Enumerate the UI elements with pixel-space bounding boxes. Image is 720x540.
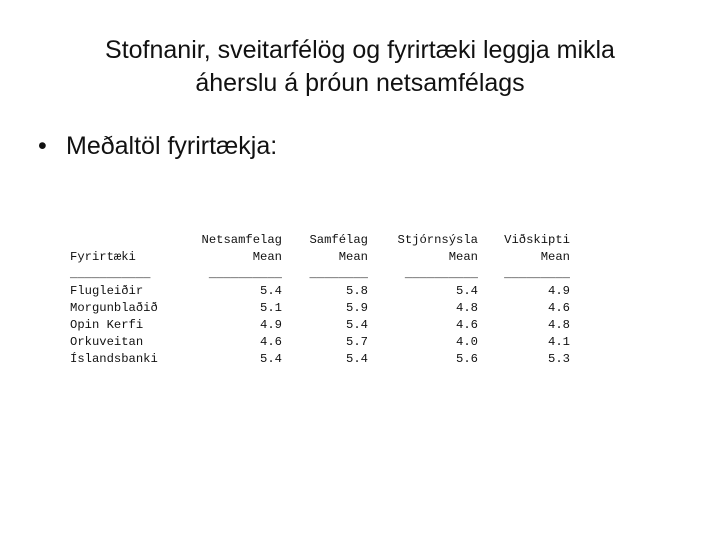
header-cell: Fyrirtæki bbox=[70, 250, 136, 264]
bullet-item bbox=[38, 130, 277, 162]
separator-cell: ___________ bbox=[70, 267, 151, 281]
header-cell: Stjórnsýsla bbox=[397, 233, 478, 247]
value-cell: 5.4 bbox=[260, 284, 282, 298]
value-cell: 5.4 bbox=[346, 352, 368, 366]
header-cell: Mean bbox=[540, 250, 570, 264]
header-cell: Mean bbox=[448, 250, 478, 264]
header-cell: Mean bbox=[252, 250, 282, 264]
value-cell: 4.6 bbox=[456, 318, 478, 332]
value-cell: 4.8 bbox=[456, 301, 478, 315]
value-cell: 4.1 bbox=[548, 335, 570, 349]
table-header-row-bottom bbox=[70, 249, 570, 266]
company-name-cell: Íslandsbanki bbox=[70, 352, 158, 366]
value-cell: 4.0 bbox=[456, 335, 478, 349]
value-cell: 5.4 bbox=[456, 284, 478, 298]
header-cell: Samfélag bbox=[309, 233, 368, 247]
value-cell: 4.9 bbox=[548, 284, 570, 298]
header-cell: Viðskipti bbox=[504, 233, 570, 247]
value-cell: 4.6 bbox=[548, 301, 570, 315]
table-header-row-top bbox=[70, 232, 570, 249]
separator-cell: ________ bbox=[309, 267, 368, 281]
header-cell bbox=[70, 232, 178, 249]
value-cell: 4.6 bbox=[260, 335, 282, 349]
bullet-icon: • bbox=[38, 132, 47, 160]
title-line-1: Stofnanir, sveitarfélög og fyrirtæki leggja mikla bbox=[105, 36, 615, 64]
bullet-text: Meðaltöl fyrirtækja: bbox=[66, 132, 278, 160]
separator-cell: _________ bbox=[504, 267, 570, 281]
value-cell: 5.7 bbox=[346, 335, 368, 349]
table-separator-row bbox=[70, 266, 570, 283]
value-cell: 5.4 bbox=[260, 352, 282, 366]
value-cell: 5.3 bbox=[548, 352, 570, 366]
company-name-cell: Orkuveitan bbox=[70, 335, 144, 349]
table-row bbox=[70, 317, 570, 334]
value-cell: 5.4 bbox=[346, 318, 368, 332]
company-means-table bbox=[70, 232, 570, 368]
value-cell: 5.9 bbox=[346, 301, 368, 315]
slide-title bbox=[40, 34, 680, 100]
value-cell: 5.1 bbox=[260, 301, 282, 315]
table-row bbox=[70, 300, 570, 317]
value-cell: 4.8 bbox=[548, 318, 570, 332]
separator-cell: __________ bbox=[404, 267, 478, 281]
value-cell: 5.6 bbox=[456, 352, 478, 366]
table-row bbox=[70, 351, 570, 368]
header-cell: Netsamfelag bbox=[201, 233, 282, 247]
company-name-cell: Morgunblaðið bbox=[70, 301, 158, 315]
table-row bbox=[70, 334, 570, 351]
header-cell: Mean bbox=[338, 250, 368, 264]
value-cell: 4.9 bbox=[260, 318, 282, 332]
title-line-2: áherslu á þróun netsamfélags bbox=[195, 69, 525, 97]
company-name-cell: Flugleiðir bbox=[70, 284, 144, 298]
value-cell: 5.8 bbox=[346, 284, 368, 298]
company-name-cell: Opin Kerfi bbox=[70, 318, 144, 332]
separator-cell: __________ bbox=[208, 267, 282, 281]
table-row bbox=[70, 283, 570, 300]
